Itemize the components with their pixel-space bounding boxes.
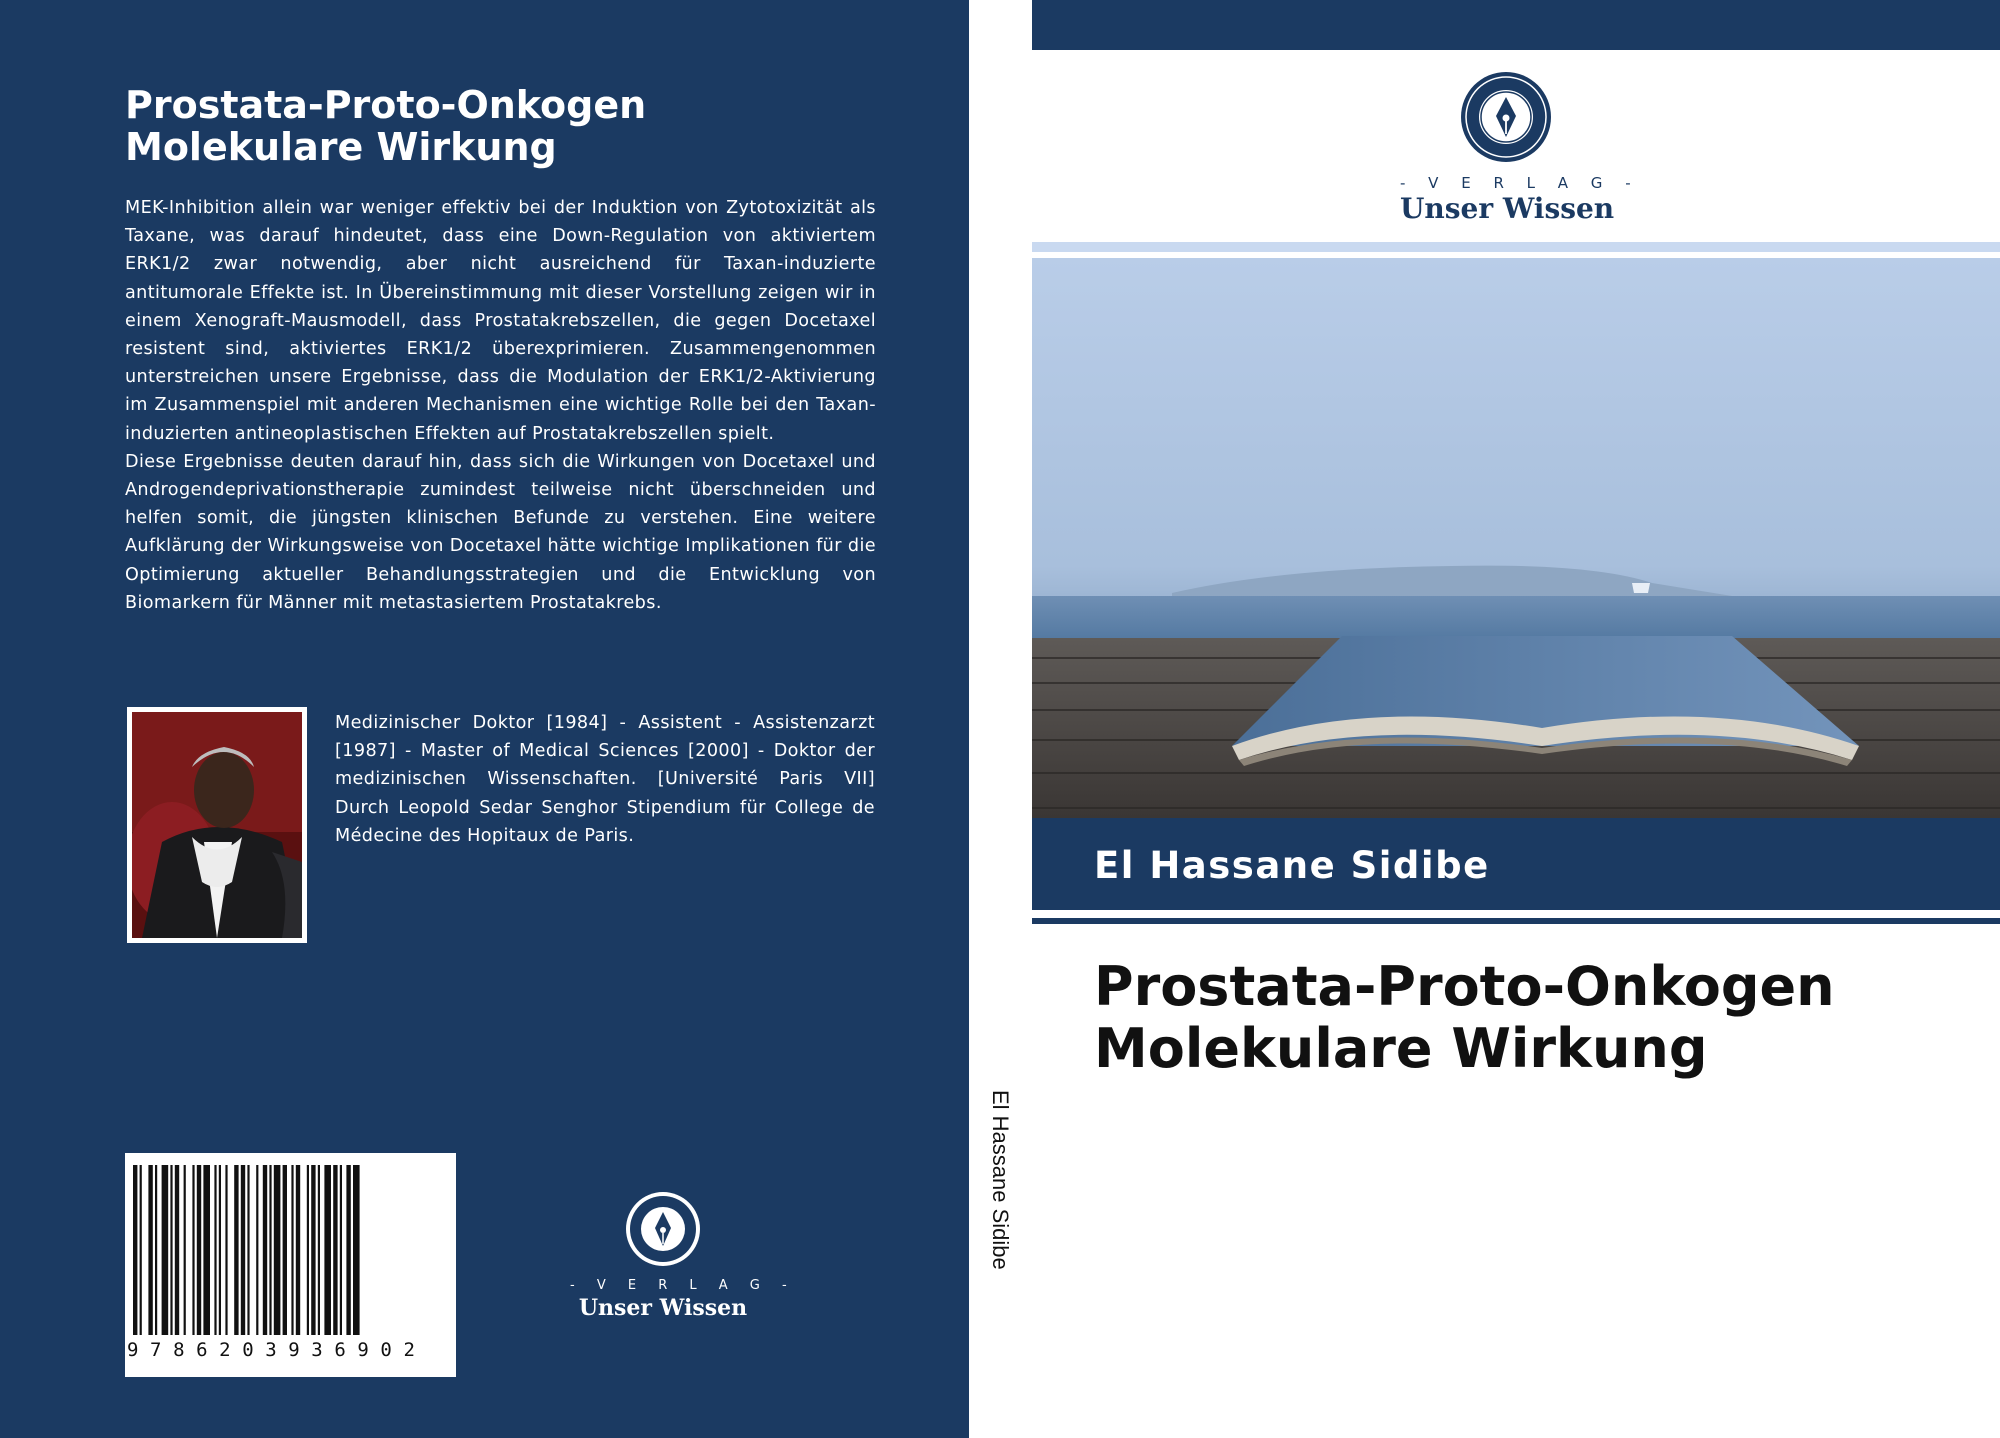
- back-title-line-2: Molekulare Wirkung: [125, 125, 557, 169]
- front-title-rule: [1032, 918, 2000, 924]
- blurb-paragraph-1: MEK-Inhibition allein war weniger effektiv bei der Induktion von Zytotoxizität als Taxane, was darauf hindeutet, dass eine Down-Regulation von aktiviertem ERK1/2 zwar notwendig, aber nicht ausreichend für Taxan-induzierte antitumorale Effekte ist. In Übereinstimmung mit dieser Vorstellung zeigen wir in einem Xenograft-Mausmodell, dass Prostatakrebszellen, die gegen Docetaxel resistent sind, aktiviertes ERK1/2 überexprimieren. Zusammengenommen unterstreichen unsere Ergebnisse, dass die Modulation der ERK1/2-Aktivierung im Zusammenspiel mit anderen Mechanismen eine wichtige Rolle bei den Taxan-induzierten antineoplastischen Effekten auf Prostatakrebszellen spielt.: [125, 198, 876, 444]
- back-verlag-label: - V E R L A G -: [570, 1278, 796, 1293]
- front-title-line-2: Molekulare Wirkung: [1094, 1017, 1708, 1080]
- publisher-seal-icon: [624, 1190, 702, 1268]
- front-publisher-logo: [1400, 70, 1640, 230]
- front-author-band: [1032, 818, 2000, 910]
- front-top-bar: [1032, 0, 2000, 50]
- front-verlag-label: - V E R L A G -: [1400, 174, 1640, 192]
- back-publisher-logo: [570, 1190, 796, 1325]
- front-author: El Hassane Sidibe: [1094, 844, 1490, 887]
- blurb-paragraph-2: Diese Ergebnisse deuten darauf hin, dass sich die Wirkungen von Docetaxel und Androgendeprivationstherapie zumindest teilweise nicht überschneiden und helfen somit, die jüngsten klinischen Befunde zu verstehen. Eine weitere Aufklärung der Wirkungsweise von Docetaxel hätte wichtige Implikationen für die Optimierung aktueller Behandlungsstrategien und die Entwicklung von Biomarkern für Männer mit metastasiertem Prostatakrebs.: [125, 451, 876, 613]
- back-title-line-1: Prostata-Proto-Onkogen: [125, 83, 647, 127]
- spine-author: El Hassane Sidibe: [988, 1090, 1013, 1270]
- back-publisher-name: Unser Wissen: [578, 1295, 748, 1321]
- cover-photo-book-on-pier: [1032, 258, 2000, 818]
- back-cover-title: [125, 84, 885, 168]
- front-light-blue-stripe: [1032, 242, 2000, 252]
- spine-author-box: [975, 1090, 1025, 1290]
- back-cover-blurb: [125, 194, 876, 617]
- isbn-barcode: [125, 1153, 456, 1377]
- author-bio: Medizinischer Doktor [1984] - Assistent - Assistenzarzt [1987] - Master of Medical Sciences [2000] - Doktor der medizinischen Wissenschaften. [Université Paris VII] Durch Leopold Sedar Senghor Stipendium für College de Médecine des Hopitaux de Paris.: [335, 713, 875, 846]
- front-title-line-1: Prostata-Proto-Onkogen: [1094, 955, 1835, 1018]
- front-publisher-name: Unser Wissen: [1400, 192, 1615, 225]
- front-cover-title: [1094, 956, 1974, 1080]
- publisher-seal-icon: [1459, 70, 1553, 164]
- author-photo: [127, 707, 307, 943]
- barcode-bars: [125, 1153, 456, 1339]
- isbn-digits: 9786203936902: [127, 1339, 427, 1361]
